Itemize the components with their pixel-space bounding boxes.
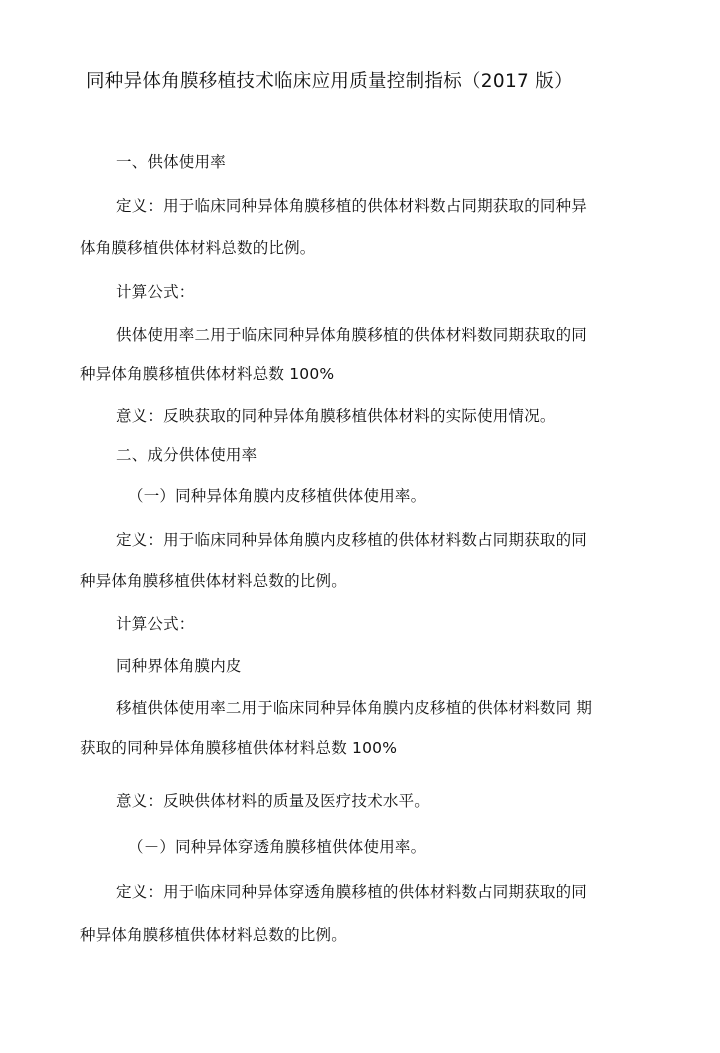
formula-line: 获取的同种异体角膜移植供体材料总数 100% xyxy=(80,739,398,757)
paragraph-line: 种异体角膜移植供体材料总数的比例。 xyxy=(80,926,347,944)
formula-line: 供体使用率二用于临床同种异体角膜移植的供体材料数同期获取的同 xyxy=(116,326,588,344)
section-heading-1: 一、供体使用率 xyxy=(116,153,226,171)
formula-line: 同种界体角膜内皮 xyxy=(116,657,242,675)
formula-line: 移植供体使用率二用于临床同种异体角膜内皮移植的供体材料数同 期 xyxy=(116,699,593,717)
paragraph-line: 体角膜移植供体材料总数的比例。 xyxy=(80,239,316,257)
paragraph-line: 意义：反映供体材料的质量及医疗技术水平。 xyxy=(116,792,431,810)
subsection-heading: （一）同种异体角膜内皮移植供体使用率。 xyxy=(128,487,427,505)
paragraph-line: 定义：用于临床同种异体角膜移植的供体材料数占同期获取的同种异 xyxy=(116,197,588,215)
formula-label: 计算公式： xyxy=(116,615,195,633)
paragraph-line: 定义：用于临床同种异体角膜内皮移植的供体材料数占同期获取的同 xyxy=(116,531,588,549)
subsection-heading: （－）同种异体穿透角膜移植供体使用率。 xyxy=(128,838,427,856)
document-title: 同种异体角膜移植技术临床应用质量控制指标（2017 版） xyxy=(86,71,573,92)
paragraph-line: 意义：反映获取的同种异体角膜移植供体材料的实际使用情况。 xyxy=(116,407,556,425)
paragraph-line: 定义：用于临床同种异体穿透角膜移植的供体材料数占同期获取的同 xyxy=(116,883,588,901)
section-heading-2: 二、成分供体使用率 xyxy=(116,446,258,464)
formula-label: 计算公式： xyxy=(116,283,195,301)
formula-line: 种异体角膜移植供体材料总数 100% xyxy=(80,365,335,383)
paragraph-line: 种异体角膜移植供体材料总数的比例。 xyxy=(80,572,347,590)
